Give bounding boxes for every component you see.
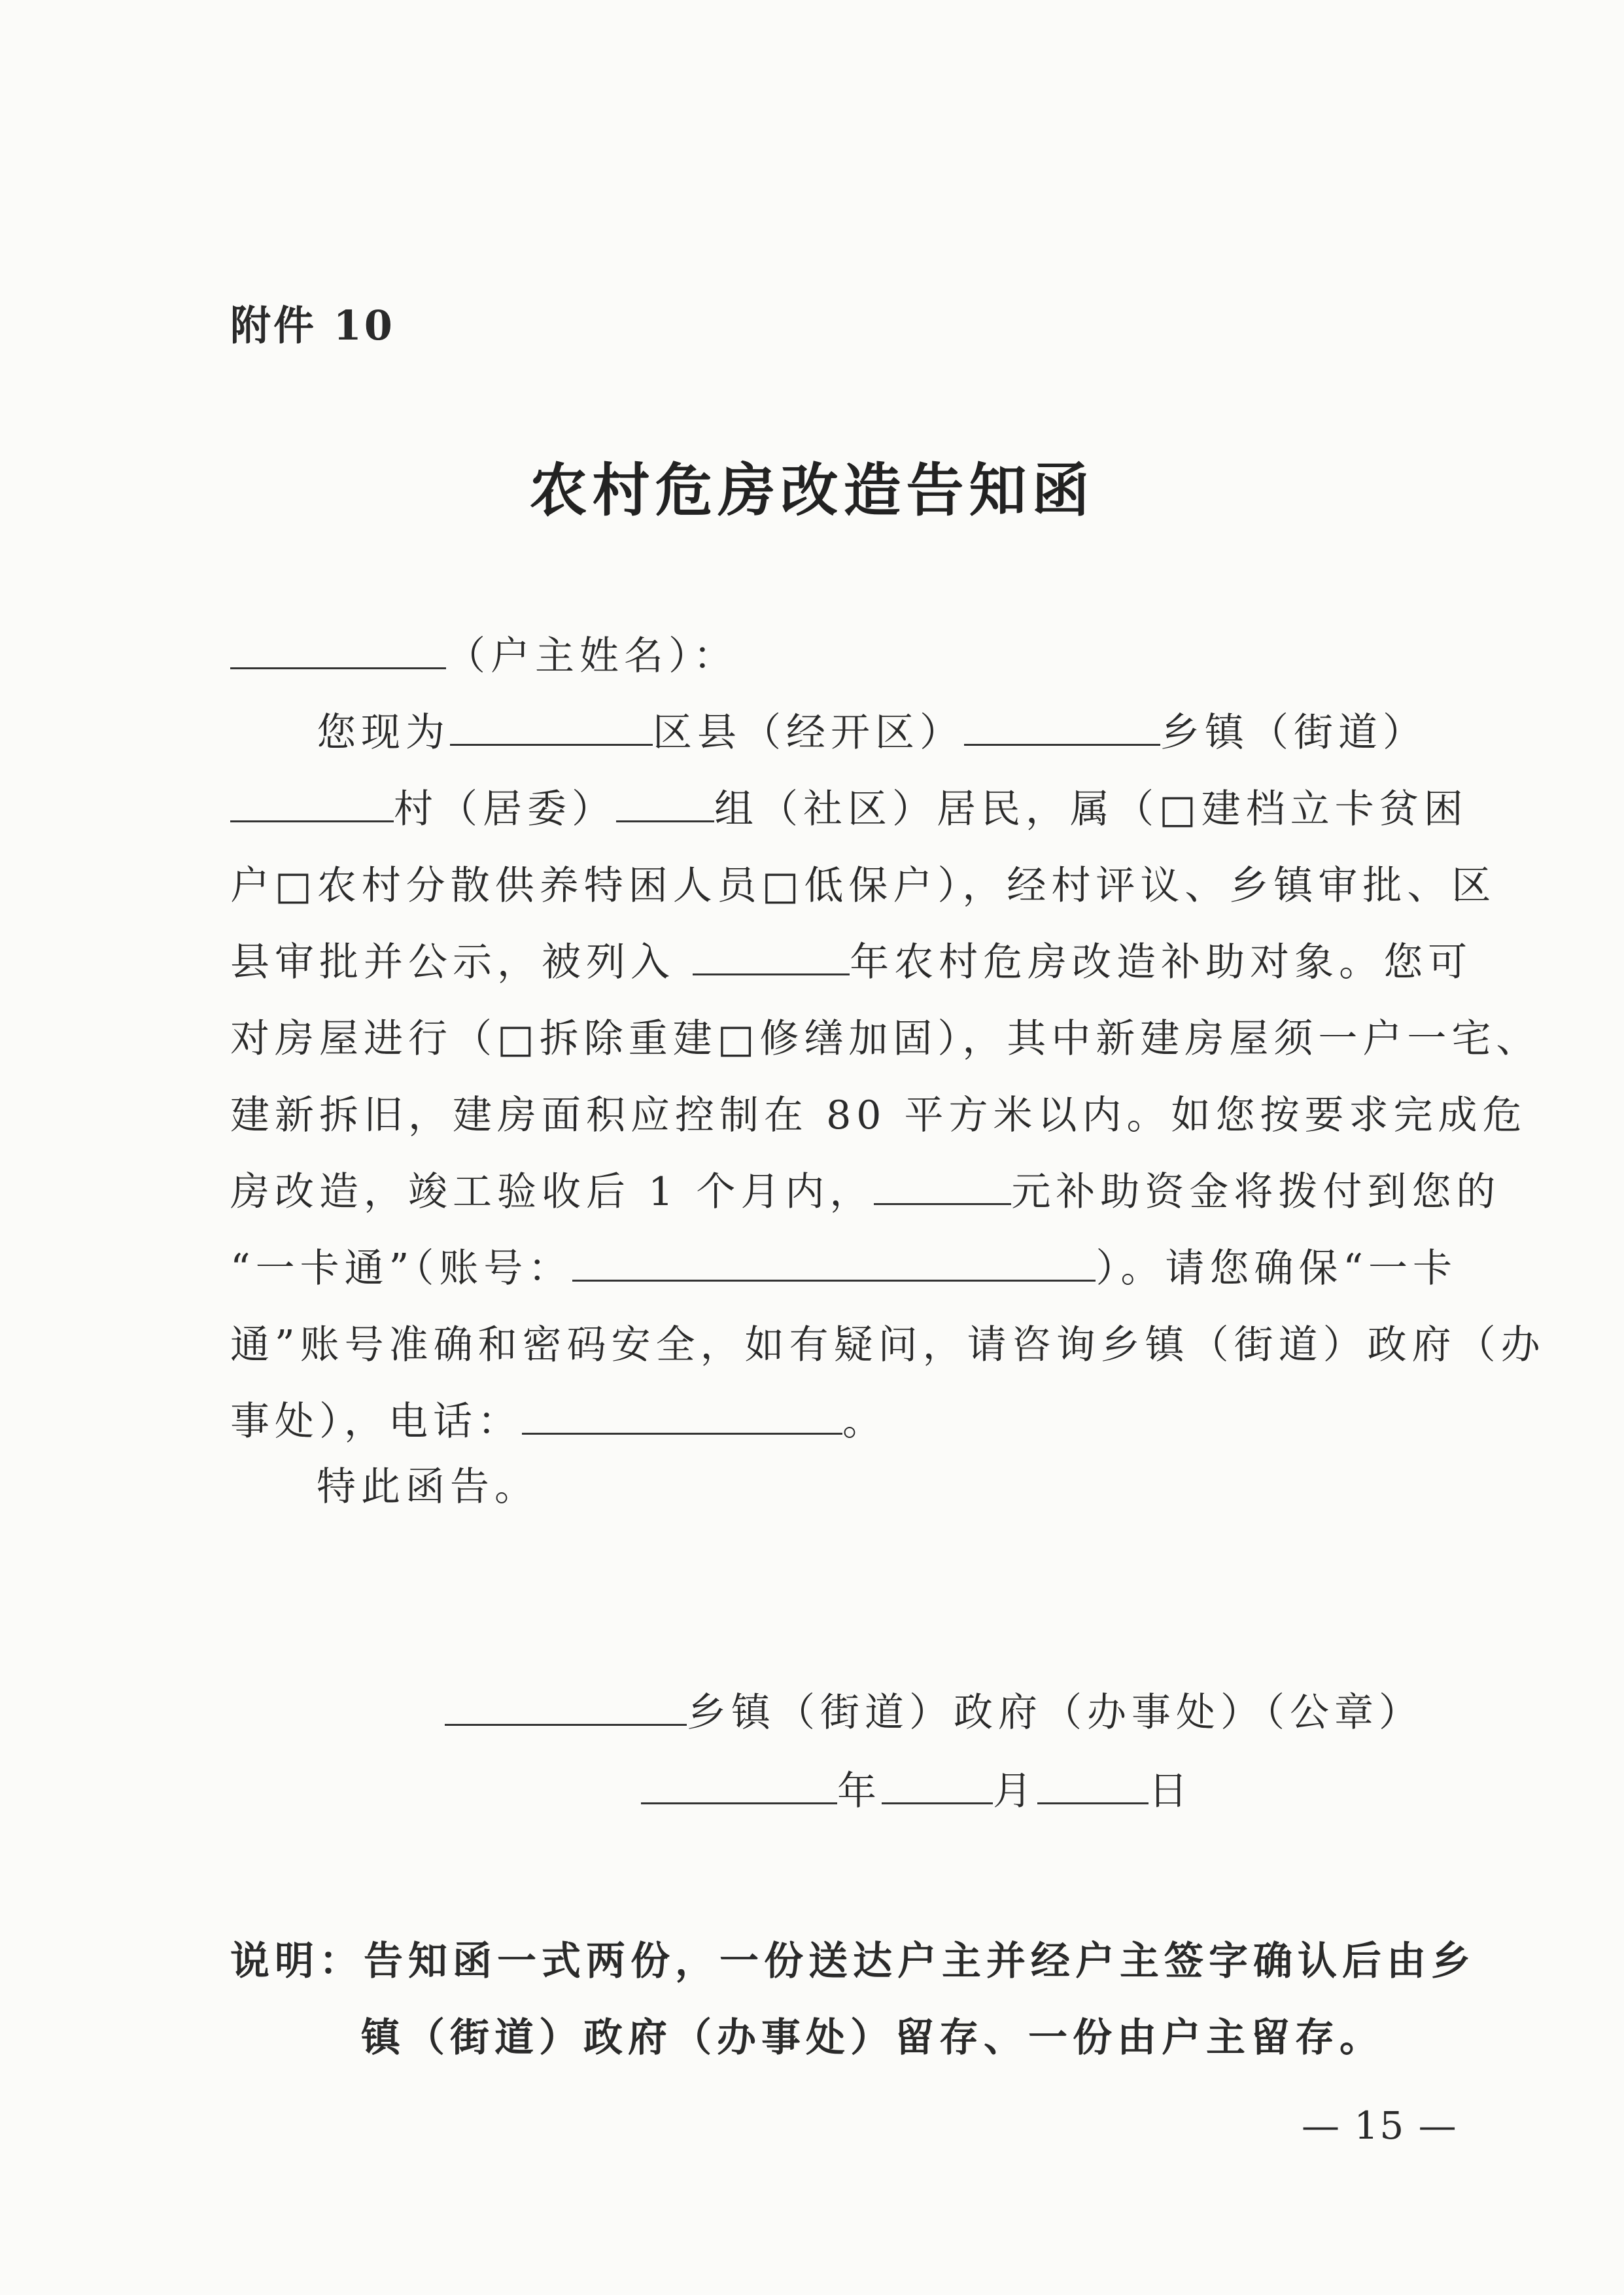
year-blank[interactable]	[693, 936, 850, 975]
attachment-label: 附件 10	[230, 302, 395, 349]
owner-name-blank[interactable]	[230, 629, 446, 669]
note-line: 说明：告知函一式两份，一份送达户主并经户主签字确认后由乡	[230, 1938, 1476, 1984]
group-blank[interactable]	[616, 782, 714, 822]
body-line: 建新拆旧，建房面积应控制在 80 平方米以内。如您按要求完成危	[230, 1093, 1527, 1138]
body-line: 事处），电话： 。	[230, 1384, 1460, 1460]
date-month-blank[interactable]	[882, 1764, 993, 1804]
subsidy-amount-blank[interactable]	[874, 1165, 1011, 1205]
phone-blank[interactable]	[522, 1395, 842, 1435]
body-line: 对房屋进行（□拆除重建□修缮加固），其中新建房屋须一户一宅、	[230, 1016, 1541, 1062]
body-line: “一卡通”（账号： ）。请您确保“一卡	[230, 1231, 1460, 1307]
body-line: 县审批并公示，被列入 年农村危房改造补助对象。您可	[230, 924, 1460, 1001]
body-line: 通”账号准确和密码安全，如有疑问，请咨询乡镇（街道）政府（办	[230, 1322, 1546, 1368]
body-line: 村（居委） 组（社区）居民，属（□建档立卡贫困	[230, 771, 1460, 848]
page-number: — 15 —	[1302, 2103, 1458, 2148]
salutation-line: （户主姓名）：	[230, 618, 1460, 695]
body-line: 房改造，竣工验收后 1 个月内， 元补助资金将拨付到您的	[230, 1154, 1460, 1231]
date-year-blank[interactable]	[641, 1764, 837, 1804]
township-name-blank[interactable]	[445, 1686, 687, 1726]
note-line: 镇（街道）政府（办事处）留存、一份由户主留存。	[361, 2015, 1384, 2061]
signature-line: 乡镇（街道）政府（办事处）（公章）	[445, 1681, 1423, 1738]
district-blank[interactable]	[450, 706, 653, 746]
explanation-note	[230, 1923, 1476, 2076]
date-day-blank[interactable]	[1037, 1764, 1149, 1804]
village-blank[interactable]	[230, 782, 394, 822]
date-line: 年 月 日	[641, 1760, 1193, 1816]
account-number-blank[interactable]	[572, 1242, 1096, 1282]
body-line: 户□农村分散供养特困人员□低保户），经村评议、乡镇审批、区	[230, 863, 1496, 909]
letter-body	[230, 618, 1546, 1460]
township-blank[interactable]	[964, 706, 1160, 746]
closing-text: 特此函告。	[317, 1464, 539, 1510]
document-title: 农村危房改造告知函	[529, 456, 1095, 524]
body-line: 您现为 区县（经开区） 乡镇（街道）	[230, 695, 1460, 771]
